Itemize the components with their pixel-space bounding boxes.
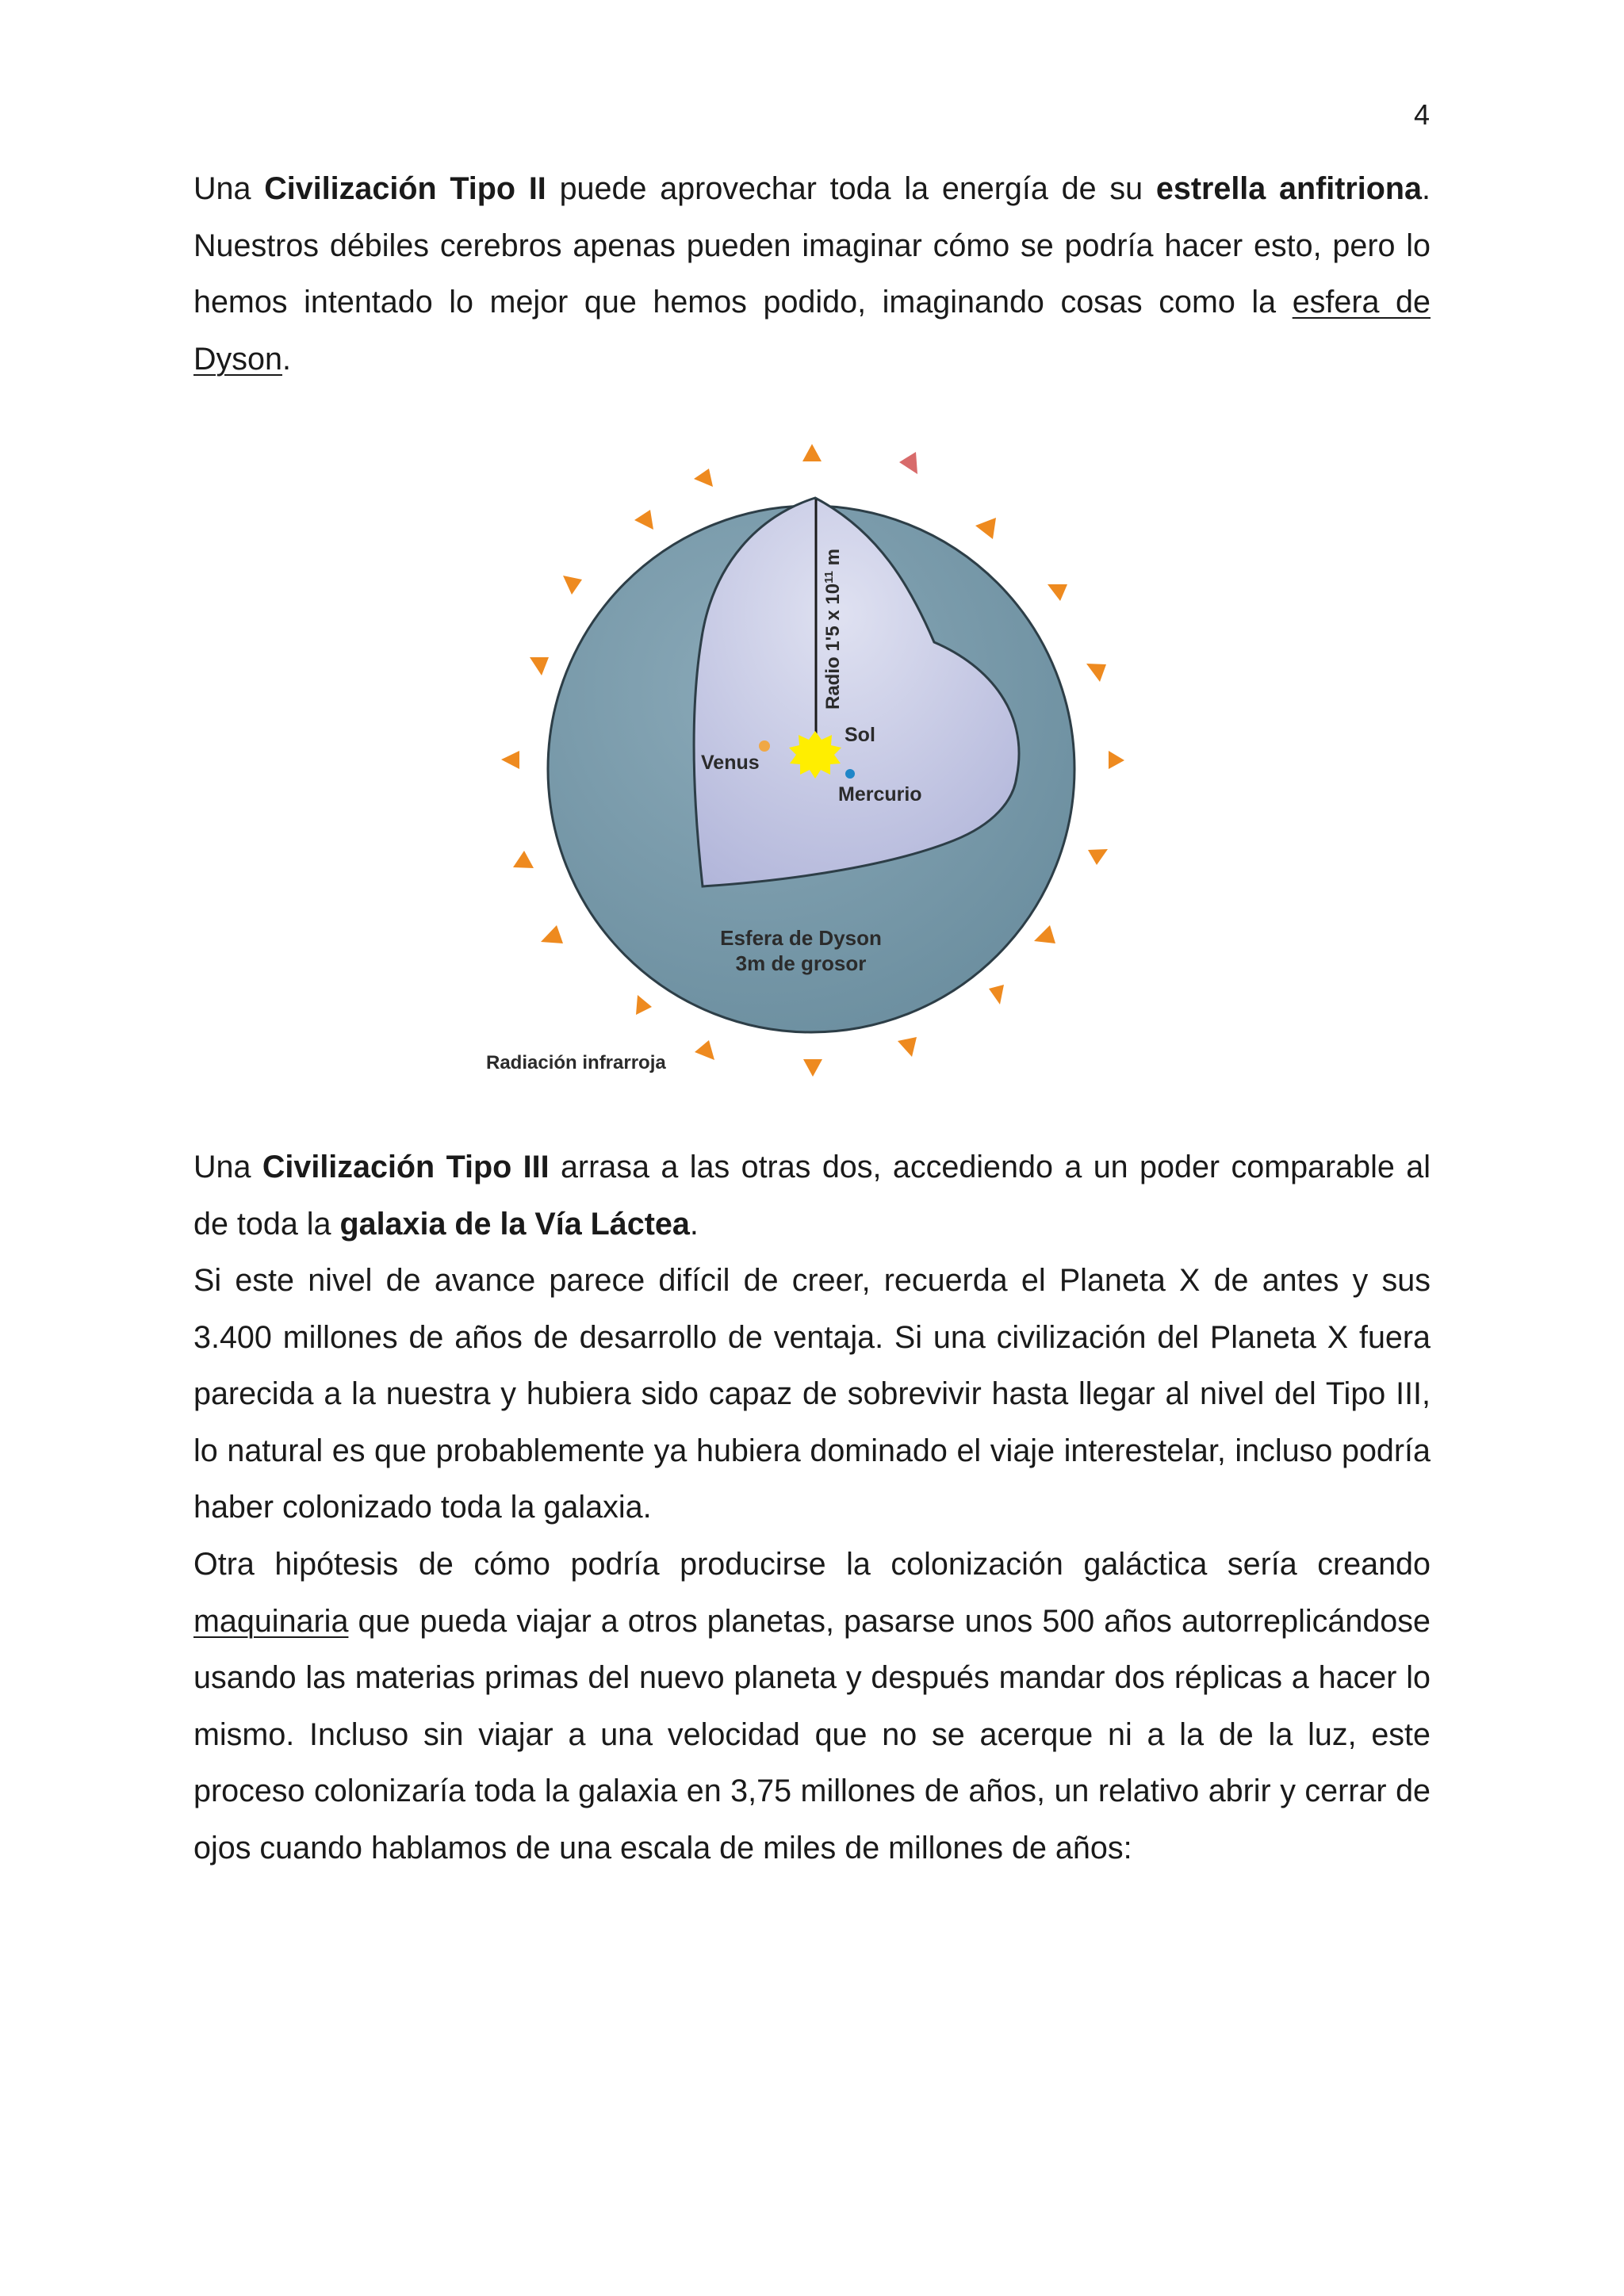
dyson-sphere-diagram [466,428,1164,1086]
sphere-interior [694,498,1019,886]
bold-term-milky-way: galaxia de la Vía Láctea [339,1206,690,1242]
page-number: 4 [1413,98,1430,131]
text-run: Una [193,1150,262,1184]
arrow-icon [1048,584,1067,601]
mercury-dot [845,769,855,779]
paragraph-type-iii [193,1139,1431,1253]
radius-label: Radio 1'5 x $10^{11}$ m [822,549,844,710]
text-run: arrasa a las otras dos, accediendo a un poder comparable al de toda la [193,1150,1431,1242]
mercury-label: Mercurio [838,783,922,806]
text-run: puede aprovechar toda la energía de su [546,171,1156,206]
arrow-icon [1088,849,1108,865]
text-run: . Nuestros débiles cerebros apenas pueden imaginar cómo se podría hacer esto, pero lo hemos intentado lo mejor que hemos podido, imaginando cosas como la [193,171,1431,320]
text-run: Una [193,171,265,206]
paragraph-type-ii [193,161,1431,388]
arrow-icon [563,576,582,595]
dyson-sphere-figure [466,428,1164,1086]
bold-term-host-star: estrella anfitriona [1155,171,1423,206]
paragraph-planet-x: Si este nivel de avance parece difícil de creer, recuerda el Planeta X de antes y sus 3.400 millones de años de desarrollo de ventaja. Si una civilización del Planeta X fuera parecida a la nuestra y hubiera sido capaz de sobrevivir hasta llegar al nivel del Tipo III, lo natural es que probablemente ya hubiera dominado el viaje interestelar, incluso podría haber colonizado toda la galaxia. [193,1263,1431,1525]
arrow-icon [634,510,653,530]
link-dyson-sphere[interactable]: esfera de Dyson [193,285,1431,377]
arrow-icon [989,985,1004,1004]
arrow-icon [513,851,534,868]
arrow-icon [1034,925,1055,943]
arrow-icon [1086,664,1106,682]
arrow-icon [694,469,713,487]
sun-label: Sol [845,724,875,746]
arrow-icon [530,657,549,675]
text-run: . [282,341,291,377]
paragraph-colonization [193,1536,1431,1877]
venus-label: Venus [701,752,760,774]
text-run: que pueda viajar a otros planetas, pasarse unos 500 años autorreplicándose usando las materias primas del nuevo planeta y después mandar dos réplicas a hacer lo mismo. Incluso sin viajar a una velocidad que no se acerque ni a la de la luz, este proceso colonizaría toda la galaxia en 3,75 millones de años, un relativo abrir y cerrar de ojos cuando hablamos de una escala de miles de millones de años: [193,1603,1431,1866]
text-run: . [689,1206,699,1242]
bold-term-type-ii: Civilización Tipo II [264,171,546,206]
arrow-icon [803,1059,822,1077]
text-run: Otra hipótesis de cómo podría producirse la colonización galáctica sería creando [193,1547,1431,1582]
venus-dot [759,740,770,752]
arrow-icon [695,1040,714,1060]
arrow-icon [1109,751,1124,769]
arrow-icon [898,1037,917,1057]
arrow-icon [975,518,996,539]
arrow-icon [501,751,519,769]
arrow-icon [802,444,822,461]
bold-term-type-iii: Civilización Tipo III [262,1150,550,1184]
sphere-label-line1: Esfera de Dyson [720,926,882,950]
radiation-label: Radiación infrarroja [486,1052,666,1073]
arrow-icon [541,925,563,943]
arrow-icon [636,995,652,1015]
arrow-icon-top-right [899,452,917,474]
sphere-label-line2: 3m de grosor [735,951,867,975]
link-machinery[interactable]: maquinaria [193,1603,349,1639]
